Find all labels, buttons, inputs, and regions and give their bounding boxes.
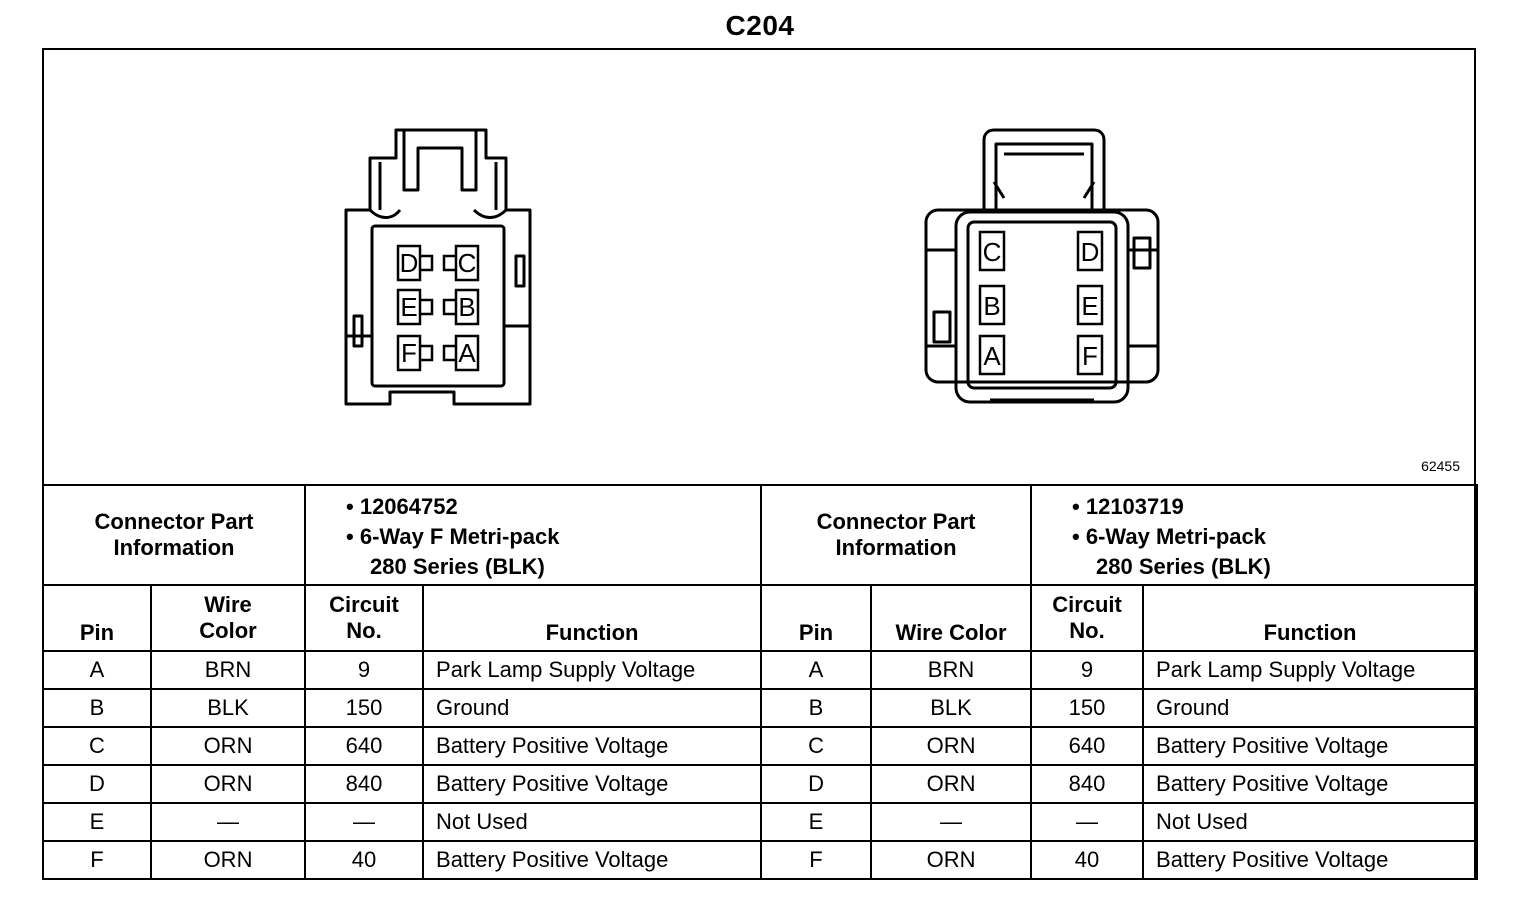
right-part-info bbox=[1031, 485, 1477, 585]
circuit-cell: 640 bbox=[305, 727, 423, 765]
function-cell: Battery Positive Voltage bbox=[1143, 765, 1477, 803]
wire-color-cell: — bbox=[151, 803, 305, 841]
wire-color-cell: ORN bbox=[871, 727, 1031, 765]
header-circuit: Circuit No. bbox=[305, 585, 423, 651]
function-cell: Battery Positive Voltage bbox=[1143, 841, 1477, 879]
column-header-row bbox=[43, 585, 1477, 651]
part-info-row bbox=[43, 485, 1477, 585]
circuit-cell: 150 bbox=[1031, 689, 1143, 727]
left-part-info-label: Connector Part Information bbox=[43, 485, 305, 585]
circuit-cell: 40 bbox=[305, 841, 423, 879]
pin-label: F bbox=[401, 338, 417, 368]
right-description-line1: • 6-Way Metri-pack bbox=[1072, 524, 1266, 549]
circuit-cell: 640 bbox=[1031, 727, 1143, 765]
header-function: Function bbox=[1143, 585, 1477, 651]
circuit-cell: 840 bbox=[305, 765, 423, 803]
pin-cell: B bbox=[43, 689, 151, 727]
pin-label: A bbox=[458, 338, 476, 368]
header-pin: Pin bbox=[761, 585, 871, 651]
pin-cell: D bbox=[761, 765, 871, 803]
page-title: C204 bbox=[725, 10, 795, 41]
pin-label: E bbox=[1081, 291, 1099, 321]
function-cell: Not Used bbox=[1143, 803, 1477, 841]
pin-cell: F bbox=[43, 841, 151, 879]
circuit-cell: 9 bbox=[305, 651, 423, 689]
table-row bbox=[43, 803, 1477, 841]
table-row bbox=[43, 765, 1477, 803]
wire-color-cell: ORN bbox=[871, 841, 1031, 879]
function-cell: Battery Positive Voltage bbox=[423, 765, 761, 803]
pin-label: A bbox=[983, 341, 1001, 371]
table-row bbox=[43, 727, 1477, 765]
right-description-line2: 280 Series (BLK) bbox=[1096, 554, 1271, 579]
wire-color-cell: BLK bbox=[151, 689, 305, 727]
function-cell: Park Lamp Supply Voltage bbox=[423, 651, 761, 689]
left-connector-pins bbox=[398, 246, 478, 370]
right-part-info-label: Connector Part Information bbox=[761, 485, 1031, 585]
left-part-number: • 12064752 bbox=[346, 494, 458, 519]
wire-color-cell: BRN bbox=[871, 651, 1031, 689]
pin-label: E bbox=[400, 292, 418, 322]
wire-color-cell: ORN bbox=[151, 841, 305, 879]
wire-color-cell: BLK bbox=[871, 689, 1031, 727]
pin-label: D bbox=[1080, 237, 1100, 267]
table-row bbox=[43, 651, 1477, 689]
circuit-cell: — bbox=[305, 803, 423, 841]
function-cell: Battery Positive Voltage bbox=[1143, 727, 1477, 765]
pin-cell: B bbox=[761, 689, 871, 727]
function-cell: Ground bbox=[423, 689, 761, 727]
right-part-number: • 12103719 bbox=[1072, 494, 1184, 519]
function-cell: Battery Positive Voltage bbox=[423, 841, 761, 879]
pin-cell: D bbox=[43, 765, 151, 803]
header-wire-color: Wire Color bbox=[151, 585, 305, 651]
wire-color-cell: ORN bbox=[151, 765, 305, 803]
pin-label: F bbox=[1082, 341, 1098, 371]
figure-number: 62455 bbox=[1421, 458, 1460, 474]
connector-illustrations bbox=[44, 50, 1474, 484]
pin-cell: C bbox=[761, 727, 871, 765]
circuit-cell: — bbox=[1031, 803, 1143, 841]
circuit-cell: 840 bbox=[1031, 765, 1143, 803]
pin-label: C bbox=[982, 237, 1002, 267]
pin-label: C bbox=[457, 248, 477, 278]
wire-color-cell: — bbox=[871, 803, 1031, 841]
function-cell: Ground bbox=[1143, 689, 1477, 727]
left-description-line2: 280 Series (BLK) bbox=[370, 554, 545, 579]
header-circuit: Circuit No. bbox=[1031, 585, 1143, 651]
header-wire-color: Wire Color bbox=[871, 585, 1031, 651]
pin-cell: C bbox=[43, 727, 151, 765]
pin-cell: A bbox=[43, 651, 151, 689]
wire-color-cell: ORN bbox=[151, 727, 305, 765]
pin-cell: E bbox=[43, 803, 151, 841]
left-part-info bbox=[305, 485, 761, 585]
table-row bbox=[43, 841, 1477, 879]
function-cell: Battery Positive Voltage bbox=[423, 727, 761, 765]
left-description-line1: • 6-Way F Metri-pack bbox=[346, 524, 560, 549]
circuit-cell: 40 bbox=[1031, 841, 1143, 879]
connector-table bbox=[42, 484, 1478, 880]
function-cell: Park Lamp Supply Voltage bbox=[1143, 651, 1477, 689]
right-connector-face bbox=[926, 130, 1158, 402]
pin-cell: F bbox=[761, 841, 871, 879]
header-function: Function bbox=[423, 585, 761, 651]
function-cell: Not Used bbox=[423, 803, 761, 841]
circuit-cell: 9 bbox=[1031, 651, 1143, 689]
pin-cell: E bbox=[761, 803, 871, 841]
pin-label: B bbox=[458, 292, 476, 322]
pin-label: B bbox=[983, 291, 1001, 321]
table-row bbox=[43, 689, 1477, 727]
wire-color-cell: ORN bbox=[871, 765, 1031, 803]
pin-label: D bbox=[399, 248, 419, 278]
right-connector-pins bbox=[980, 232, 1102, 374]
connector-drawings bbox=[44, 50, 1474, 484]
header-pin: Pin bbox=[43, 585, 151, 651]
pin-cell: A bbox=[761, 651, 871, 689]
left-connector-face bbox=[346, 130, 530, 404]
wire-color-cell: BRN bbox=[151, 651, 305, 689]
circuit-cell: 150 bbox=[305, 689, 423, 727]
